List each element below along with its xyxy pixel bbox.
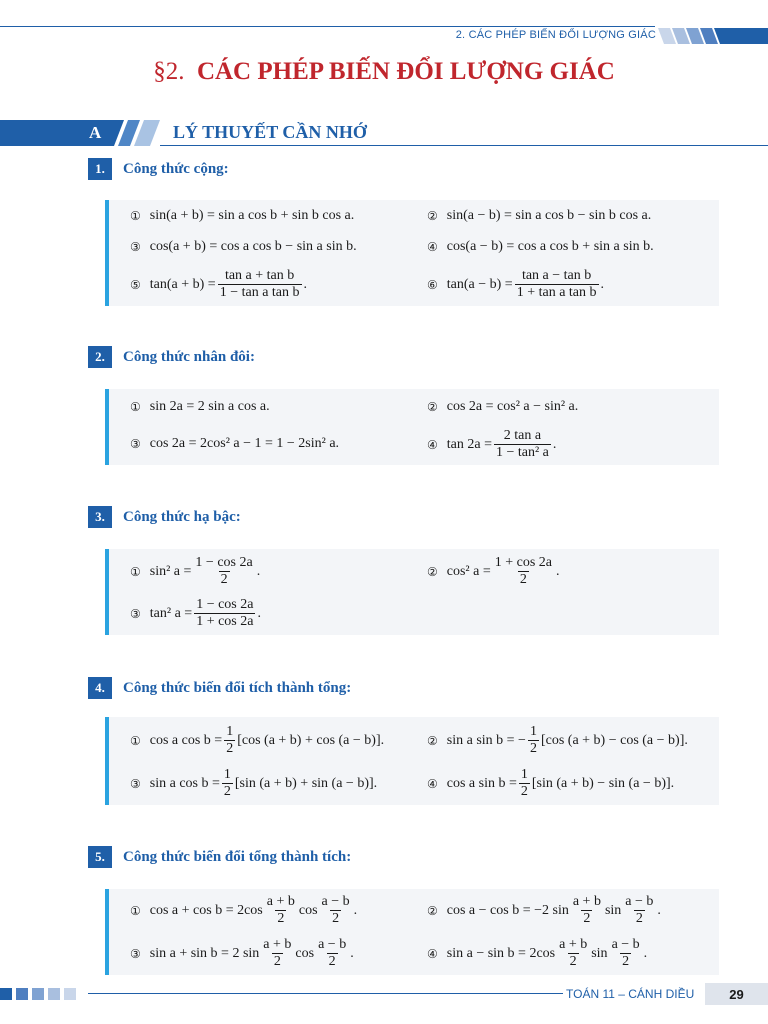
formula: ① cos a + cos b = 2cos a + b 2 cos a − b 2 . (130, 894, 358, 927)
fraction: a + b 2 (263, 937, 292, 970)
formula: ① sin(a + b) = sin a cos b + sin b cos a. (130, 208, 355, 223)
fraction: a + b 2 (559, 937, 588, 970)
fraction: a + b 2 (266, 894, 295, 927)
formula: ③ cos(a + b) = cos a cos b − sin a sin b. (130, 239, 357, 254)
formula: ② cos a − cos b = −2 sin a + b 2 sin a − b 2 . (427, 894, 661, 927)
formula-box-power-reduction (105, 549, 719, 635)
fraction: a − b 2 (321, 894, 350, 927)
fraction: $\frac{1}{2}$ (529, 724, 537, 757)
formula: ③ sin a cos b = $\frac{1}{2}$ [sin (a + b) + sin (a − b)]. (130, 767, 378, 800)
subsection-heading-3: 3. Công thức hạ bậc: (88, 506, 241, 528)
formula: ④ cos(a − b) = cos a cos b + sin a sin b. (427, 239, 654, 254)
formula: ② sin a sin b = − $\frac{1}{2}$ [cos (a + b) − cos (a − b)]. (427, 724, 688, 757)
formula: ② cos² a = $\frac{1 + \cos 2a}{2}$ . (427, 555, 560, 588)
subsection-heading-2: 2. Công thức nhân đôi: (88, 346, 255, 368)
formula: ② sin(a − b) = sin a cos b − sin b cos a. (427, 208, 652, 223)
formula-box-double-angle (105, 389, 719, 465)
fraction: a + b 2 (572, 894, 601, 927)
formula: ③ cos 2a = 2cos² a − 1 = 1 − 2sin² a. (130, 436, 340, 451)
fraction: $\frac{1}{2}$ (223, 767, 231, 800)
fraction: $\frac{1 + \cos 2a}{2}$ (494, 555, 553, 588)
fraction: a − b 2 (318, 937, 347, 970)
fraction: $\frac{1}{2}$ (520, 767, 528, 800)
formula: ① sin² a = $\frac{1 - \cos 2a}{2}$ . (130, 555, 261, 588)
fraction: $\frac{\text{tan a − tan b}}{\text{1 + tan a tan b}}$ (516, 268, 597, 301)
fraction: $\frac{1 - \cos 2a}{2}$ (195, 555, 253, 588)
footer-squares-decoration (0, 986, 88, 1002)
footer-book-title: TOÁN 11 – CÁNH DIỀU (566, 987, 695, 1001)
formula: ④ sin a − sin b = 2cos a + b 2 sin a − b 2 . (427, 937, 648, 970)
header-rule (0, 26, 655, 27)
section-a-title: LÝ THUYẾT CẦN NHỚ (173, 122, 367, 142)
subsection-heading-5: 5. Công thức biến đổi tổng thành tích: (88, 846, 351, 868)
formula: ④ tan 2a = $\frac{\text{2 tan a}}{\text{1 − tan² a}}$ . (427, 428, 557, 461)
formula: ⑥ tan(a − b) = $\frac{\text{tan a − tan b}}{\text{1 + tan a tan b}}$ . (427, 268, 605, 301)
section-a-letter: A (89, 123, 102, 142)
formula: ② cos 2a = cos² a − sin² a. (427, 399, 579, 414)
formula-box-sum-to-product (105, 889, 719, 975)
formula: ④ cos a sin b = $\frac{1}{2}$ [sin (a + b) − sin (a − b)]. (427, 767, 675, 800)
page-number: 29 (705, 983, 768, 1005)
formula-box-product-to-sum (105, 717, 719, 805)
page-title: §2. CÁC PHÉP BIẾN ĐỔI LƯỢNG GIÁC (153, 58, 615, 85)
formula: ⑤ tan(a + b) = $\frac{\text{tan a + tan b}}{\text{1 − tan a tan b}}$ . (130, 268, 308, 301)
fraction: $\frac{\text{2 tan a}}{\text{1 − tan² a}}$ (495, 428, 549, 461)
section-a-banner (0, 120, 768, 146)
subsection-heading-1: 1. Công thức cộng: (88, 158, 229, 180)
fraction: a − b 2 (611, 937, 640, 970)
formula: ③ sin a + sin b = 2 sin a + b 2 cos a − b 2 . (130, 937, 354, 970)
formula-box-addition (105, 200, 719, 306)
fraction: $\frac{1}{2}$ (226, 724, 234, 757)
formula: ③ tan² a = $\frac{1 - \cos 2a}{1 + \cos 2a}$ . (130, 597, 261, 630)
fraction: $\frac{\text{tan a + tan b}}{\text{1 − tan a tan b}}$ (219, 268, 300, 301)
fraction: $\frac{1 - \cos 2a}{1 + \cos 2a}$ (196, 597, 254, 630)
formula: ① cos a cos b = $\frac{1}{2}$ [cos (a + b) + cos (a − b)]. (130, 724, 385, 757)
header-stripes-decoration (658, 28, 768, 44)
subsection-heading-4: 4. Công thức biến đổi tích thành tổng: (88, 677, 351, 699)
fraction: a − b 2 (625, 894, 654, 927)
footer-rule (88, 993, 563, 994)
running-header: 2. CÁC PHÉP BIẾN ĐỔI LƯỢNG GIÁC (455, 29, 656, 41)
formula: ① sin 2a = 2 sin a cos a. (130, 399, 270, 414)
